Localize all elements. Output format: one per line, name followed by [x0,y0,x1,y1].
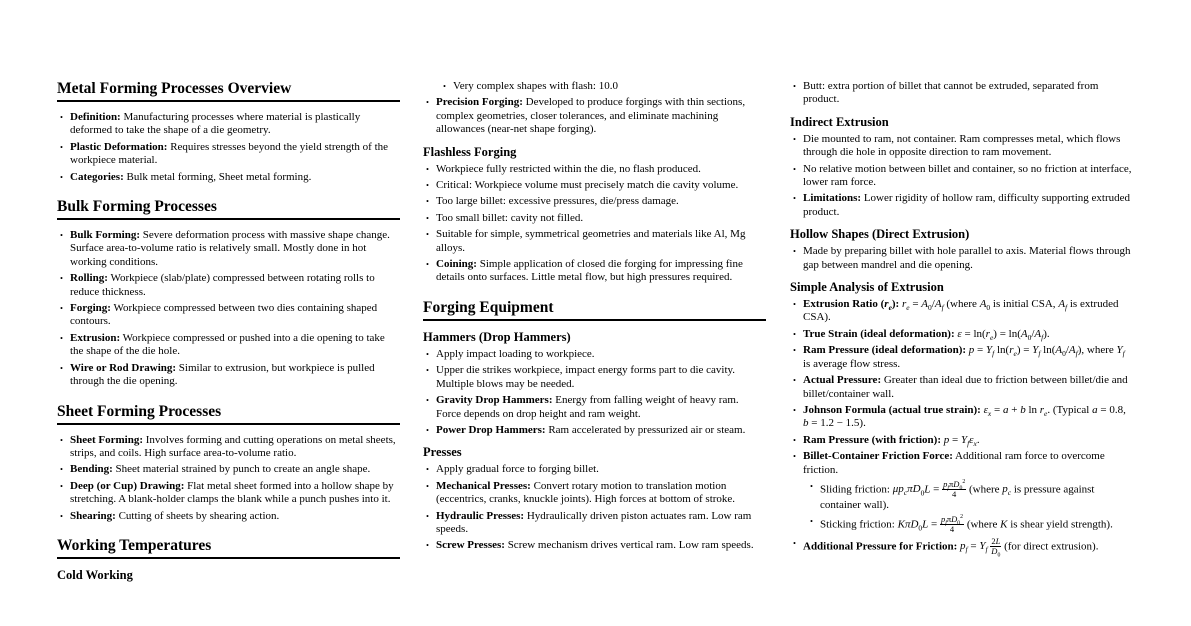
bullet-icon: • [60,141,63,152]
list-item [57,463,400,476]
list-item [790,344,1133,371]
heading-rule [57,100,400,102]
list-item-text: Critical: Workpiece volume must precisely match die cavity volume. [436,179,739,192]
bullet-icon: • [426,163,429,174]
bullet-icon: • [426,540,429,551]
list-item [423,179,766,192]
list-item [423,394,766,421]
column-1 [57,80,400,586]
list-item-text: Additional Pressure for Friction: $p_f = Y_f$ $\frac{2L}{D_0}$ (for direct extrusion). [803,536,1099,559]
list-item-text: Wire or Rod Drawing: Similar to extrusion, but workpiece is pulled through the die opening. [70,361,375,388]
bullet-icon: • [793,299,796,310]
list-item [423,364,766,391]
column-2 [423,80,766,556]
list-item-text: Upper die strikes workpiece, impact energy forms part to die cavity. Multiple blows may be needed. [436,364,736,390]
heading-rule [57,557,400,559]
bullet-icon: • [426,212,429,223]
list-item [57,510,400,523]
list-item-text: Sliding friction: $\mu p_c\pi D_0L$ = $\frac{p_f\pi D_0^2}{4}$ (where $p_c$ is pressure against container wall). [820,478,1095,511]
list-item-text: Butt: extra portion of billet that cannot be extruded, separated from product. [803,80,1099,106]
subsection-heading: Presses [423,445,462,460]
list-item-text: Apply gradual force to forging billet. [436,463,599,476]
bullet-icon: • [793,434,796,445]
list-item-text: Shearing: Cutting of sheets by shearing action. [70,509,280,522]
section-heading: Bulk Forming Processes [57,198,217,216]
bullet-icon: • [426,510,429,521]
list-item-text: Die mounted to ram, not container. Ram compresses metal, which flows through die hole in opposite direction to ram movement. [803,132,1121,159]
list-item-text: Sticking friction: KπD$_0$L = $\frac{p_f\pi D_0^2}{4}$ (where K is shear yield strength). [820,514,1113,535]
list-item [57,480,400,507]
list-item [423,348,766,361]
bullet-icon: • [426,196,429,207]
list-item [790,163,1133,190]
list-item-text: Sheet Forming: Involves forming and cutting operations on metal sheets, strips, and coils. High surface area-to-volume ratio. [70,433,396,459]
list-item [790,80,1133,107]
bullet-icon: • [426,365,429,376]
bullet-icon: • [793,404,796,415]
list-item [790,192,1133,219]
list-item-text: Screw Presses: Screw mechanism drives vertical ram. Low ram speeds. [436,539,754,552]
list-item-text: Power Drop Hammers: Ram accelerated by pressurized air or steam. [436,423,746,436]
list-item [423,424,766,437]
list-item [57,362,400,389]
bullet-icon: • [60,362,63,373]
list-item [423,510,766,537]
list-item [57,229,400,269]
subsection-heading: Cold Working [57,567,133,582]
bullet-icon: • [426,395,429,406]
list-item-text: Plastic Deformation: Requires stresses beyond the yield strength of the workpiece material. [70,140,389,167]
section-heading: Forging Equipment [423,298,554,316]
bullet-icon: • [60,171,63,182]
list-item [423,163,766,176]
list-item [790,434,1133,447]
list-item-text: Made by preparing billet with hole parallel to axis. Material flows through gap between mandrel and die opening. [803,245,1131,271]
bullet-icon: • [426,97,429,108]
list-item [790,536,1133,559]
subsection-heading: Flashless Forging [423,144,517,159]
list-item-text: Mechanical Presses: Convert rotary motion to translation motion (eccentrics, cranks, knuckle joints). High forces at bottom of stroke. [436,479,736,506]
bullet-icon: • [60,510,63,521]
list-item [57,111,400,138]
bullet-icon: • [810,516,813,527]
list-item-text: Workpiece fully restricted within the die, no flash produced. [436,162,701,175]
bullet-icon: • [60,112,63,122]
column-3 [790,80,1133,559]
bullet-icon: • [810,480,813,491]
bullet-icon: • [60,480,63,491]
bullet-icon: • [443,81,446,91]
bullet-icon: • [426,424,429,435]
list-item-text: Limitations: Lower rigidity of hollow ram, difficulty supporting extruded product. [803,192,1131,218]
sub-list-item [807,480,1133,512]
subsection-heading: Indirect Extrusion [790,114,889,129]
section-heading: Sheet Forming Processes [57,402,222,420]
list-item-text: Actual Pressure: Greater than ideal due to friction between billet/die and billet/container wall. [803,374,1128,400]
list-item-text: Categories: Bulk metal forming, Sheet metal forming. [70,170,312,183]
bullet-icon: • [793,163,796,174]
bullet-icon: • [793,451,796,462]
list-item-text: No relative motion between billet and container, so no friction at interface, lower ram force. [803,162,1132,189]
subsection-heading: Hollow Shapes (Direct Extrusion) [790,227,970,242]
list-item-text: Coining: Simple application of closed die forging for impressing fine details onto surfaces. Little metal flow, but high pressures required. [436,258,743,284]
list-item-text: Extrusion: Workpiece compressed or pushed into a die opening to take the shape of the die hole. [70,331,385,358]
list-item-text: Hydraulic Presses: Hydraulically driven piston actuates ram. Low ram speeds. [436,509,752,535]
bullet-icon: • [426,180,429,191]
list-item [57,434,400,461]
section-heading: Working Temperatures [57,536,212,554]
list-item [423,195,766,208]
list-item [57,141,400,168]
list-item [423,96,766,136]
list-item [790,245,1133,272]
bullet-icon: • [793,81,796,91]
list-item-text: Precision Forging: Developed to produce forgings with thin sections, complex geometries, closer tolerances, and eliminate machining allowances (near-net shape forging). [436,96,746,136]
bullet-icon: • [793,345,796,356]
list-item-text: Gravity Drop Hammers: Energy from falling weight of heavy ram. Force depends on drop height and ram weight. [436,394,739,420]
list-item [790,328,1133,341]
list-item [57,332,400,359]
bullet-icon: • [426,464,429,475]
bullet-icon: • [426,229,429,240]
list-item-text: Definition: Manufacturing processes where material is plastically deformed to take the shape of a die geometry. [70,111,361,137]
list-item [790,133,1133,160]
list-item-text: Ram Pressure (ideal deformation): $p = Y_f$ $\ln(r_e) = Y_f$ $\ln(A_0/A_f)$, where $Y_f$ is average flow stress. [803,344,1125,370]
list-item [423,539,766,552]
list-item-text: Too small billet: cavity not filled. [436,211,584,224]
bullet-icon: • [793,375,796,386]
bullet-icon: • [793,246,796,257]
heading-rule [423,319,766,321]
bullet-icon: • [793,133,796,144]
bullet-icon: • [793,328,796,339]
list-item-text: Forging: Workpiece compressed between two dies containing shaped contours. [70,302,378,328]
list-item-text: Billet-Container Friction Force: Additional ram force to overcome friction. [803,450,1105,476]
heading-rule [57,218,400,220]
bullet-icon: • [793,538,796,549]
list-item [790,374,1133,401]
list-item [423,228,766,255]
list-item [57,302,400,329]
list-item [423,480,766,507]
section-heading: Metal Forming Processes Overview [57,80,292,97]
subsection-heading: Hammers (Drop Hammers) [423,329,571,344]
list-item [423,463,766,476]
bullet-icon: • [60,230,63,241]
list-item [790,450,1133,477]
list-item-text: Ram Pressure (with friction): $p = Y_f\varepsilon_x$. [803,433,980,448]
list-item-text: Johnson Formula (actual true strain): $\varepsilon_x = a + b$ $\ln r_e$. (Typical a = 0.8, b = 1.2 − 1.5). [803,403,1126,430]
bullet-icon: • [60,464,63,475]
bullet-icon: • [60,273,63,284]
list-item-text: Apply impact loading to workpiece. [436,347,595,360]
list-item-text: Suitable for simple, symmetrical geometries and materials like Al, Mg alloys. [436,228,746,254]
list-item-text: Rolling: Workpiece (slab/plate) compressed between rotating rolls to reduce thickness. [70,272,375,298]
subsection-heading: Simple Analysis of Extrusion [790,280,944,295]
list-item [57,272,400,299]
bullet-icon: • [426,259,429,270]
list-item [57,171,400,184]
list-item [423,258,766,285]
list-item [790,404,1133,431]
sub-list-item [807,515,1133,534]
list-item-text: Deep (or Cup) Drawing: Flat metal sheet formed into a hollow shape by stretching. A blank-holder clamps the blank while a punch pushes into it. [70,479,394,506]
list-item-text: Bending: Sheet material strained by punch to create an angle shape. [70,463,371,476]
bullet-icon: • [426,480,429,491]
list-item-text: Too large billet: excessive pressures, die/press damage. [436,195,679,208]
list-item-text: Extrusion Ratio $(r_e)$: $r_e = A_0/A_f$ (where $A_0$ is initial CSA, $A_f$ is extruded CSA). [803,298,1119,324]
bullet-icon: • [60,303,63,314]
list-item [790,298,1133,325]
list-item-text: Very complex shapes with flash: 10.0 [453,80,618,92]
list-item-text: Bulk Forming: Severe deformation process with massive shape change. Surface area-to-volume ratio is relatively small. Mostly done in hot working conditions. [70,229,390,268]
list-item-text: True Strain (ideal deformation): $\varepsilon = \ln(r_e) = \ln(A_0/A_f)$. [803,327,1050,343]
bullet-icon: • [426,348,429,359]
list-item [423,212,766,225]
bullet-icon: • [60,434,63,445]
bullet-icon: • [793,193,796,204]
sub-list-item [440,80,766,93]
heading-rule [57,423,400,425]
bullet-icon: • [60,332,63,343]
